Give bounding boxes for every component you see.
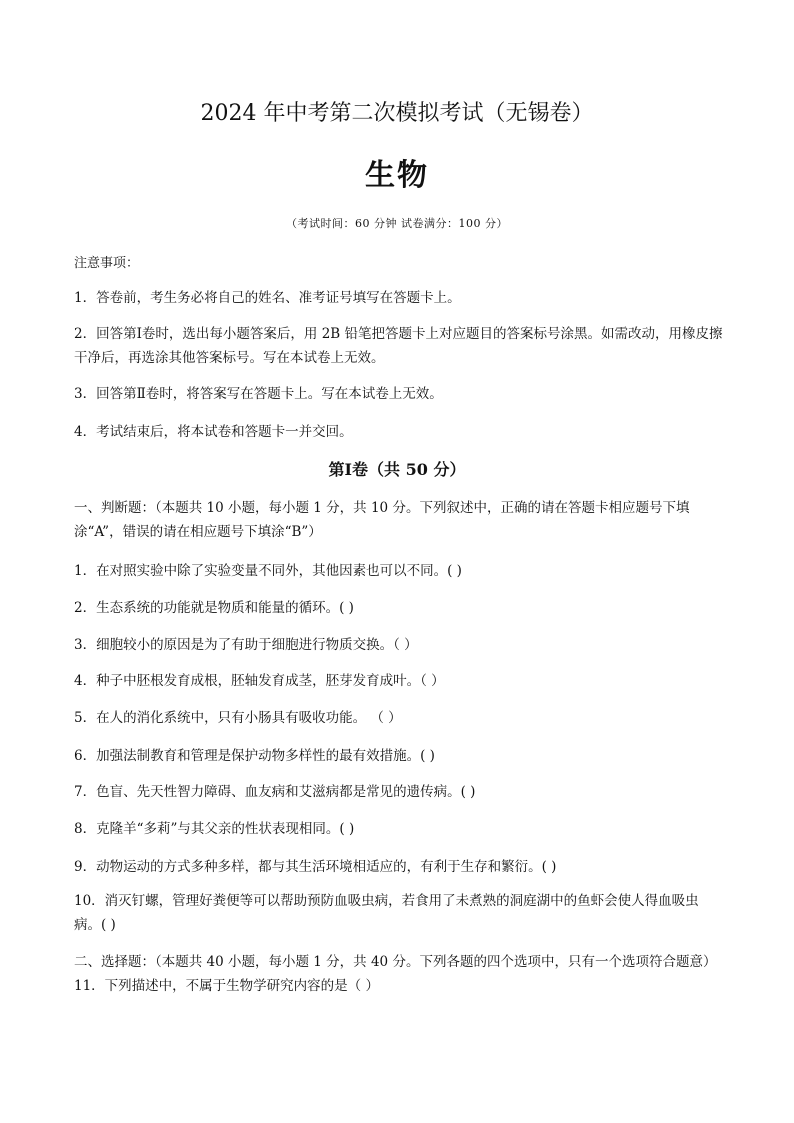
question-item: 4．种子中胚根发育成根，胚轴发育成茎，胚芽发育成叶。（ ） bbox=[74, 673, 445, 689]
note-item: 1．答卷前，考生务必将自己的姓名、准考证号填写在答题卡上。 bbox=[74, 290, 461, 306]
exam-meta: （考试时间：60 分钟 试卷满分：100 分） bbox=[286, 217, 508, 230]
question-item: 3．细胞较小的原因是为了有助于细胞进行物质交换。（ ） bbox=[74, 637, 418, 653]
part2-intro: 二、选择题：（本题共 40 小题，每小题 1 分，共 40 分。下列各题的四个选项中，只有一个选项符合题意） bbox=[74, 954, 717, 970]
question-item: 5．在人的消化系统中，只有小肠具有吸收功能。 （ ） bbox=[74, 710, 402, 726]
part1-intro: 一、判断题：（本题共 10 小题，每小题 1 分，共 10 分。下列叙述中，正确的请在答题卡相应题号下填涂“A”，错误的请在相应题号下填涂“B”） bbox=[74, 500, 690, 540]
question-item: 8．克隆羊“多莉”与其父亲的性状表现相同。( ) bbox=[74, 821, 355, 837]
question-item: 7．色盲、先天性智力障碍、血友病和艾滋病都是常见的遗传病。( ) bbox=[74, 784, 476, 800]
question-item: 2．生态系统的功能就是物质和能量的循环。( ) bbox=[74, 600, 354, 616]
question-item: 6．加强法制教育和管理是保护动物多样性的最有效措施。( ) bbox=[74, 748, 435, 764]
question-item: 1．在对照实验中除了实验变量不同外，其他因素也可以不同。( ) bbox=[74, 563, 462, 579]
note-item: 3．回答第Ⅱ卷时，将答案写在答题卡上。写在本试卷上无效。 bbox=[74, 386, 443, 402]
note-item: 4．考试结束后，将本试卷和答题卡一并交回。 bbox=[74, 424, 353, 440]
exam-title: 2024 年中考第二次模拟考试（无锡卷） bbox=[200, 101, 594, 126]
notes-heading: 注意事项： bbox=[74, 256, 140, 271]
question-item: 11．下列描述中，不属于生物学研究内容的是（ ） bbox=[74, 978, 379, 994]
section-title: 第Ⅰ卷（共 50 分） bbox=[328, 460, 466, 479]
note-item: 2．回答第Ⅰ卷时，选出每小题答案后，用 2B 铅笔把答题卡上对应题目的答案标号涂黑。如需改动，用橡皮擦干净后，再选涂其他答案标号。写在本试卷上无效。 bbox=[74, 326, 723, 366]
question-item: 10．消灭钉螺，管理好粪便等可以帮助预防血吸虫病，若食用了未煮熟的洞庭湖中的鱼虾会使人得血吸虫病。( ) bbox=[74, 893, 699, 933]
subject-title: 生物 bbox=[365, 158, 429, 193]
question-item: 9．动物运动的方式多种多样，都与其生活环境相适应的，有利于生存和繁衍。( ) bbox=[74, 859, 557, 875]
